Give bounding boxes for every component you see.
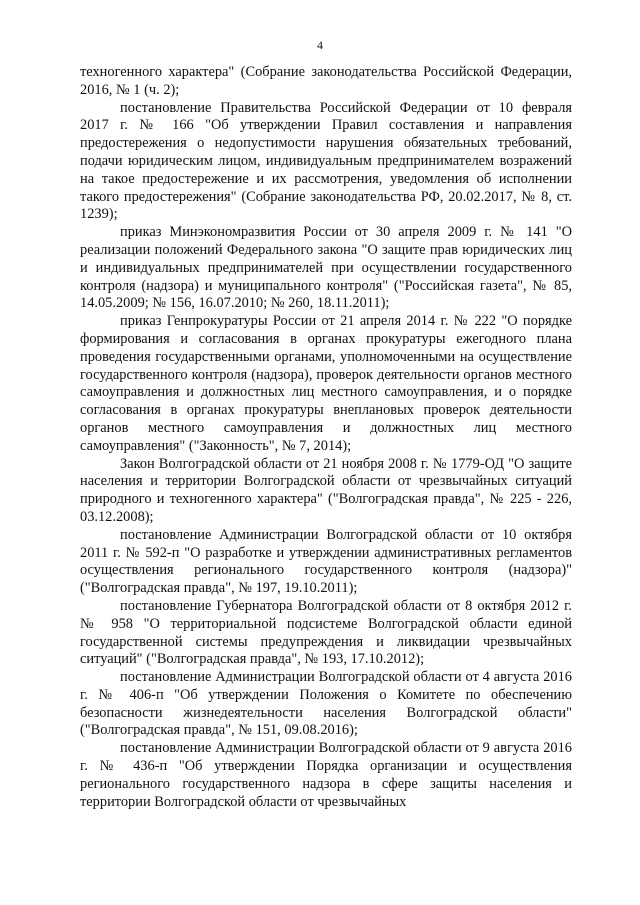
paragraph-order-prosecutor-222: приказ Генпрокуратуры России от 21 апреля 2014 г. № 222 "О порядке формирования и согласования в органах прокуратуры ежегодного плана проведения государственными органами, уполномоченными на осуществление государственного контроля (надзора), проверок деятельности органов местного самоуправления и должностных лиц местного самоуправления, и о порядке согласования в органах прокуратуры внеплановых проверок деятельности органов местного самоуправления и должностных лиц местного самоуправления" ("Законность", № 7, 2014); <box>80 313 572 454</box>
paragraph-admin-decree-436: постановление Администрации Волгоградской области от 9 августа 2016 г. № 436-п "Об утверждении Порядка организации и осуществления регионального государственного надзора в сфере защиты населения и территории Волгоградской области от чрезвычайных <box>80 740 572 810</box>
paragraph-governor-decree-958: постановление Губернатора Волгоградской области от 8 октября 2012 г. № 958 "О территориальной подсистеме Волгоградской области единой государственной системы предупреждения и ликвидации чрезвычайных ситуаций" ("Волгоградская правда", № 193, 17.10.2012); <box>80 597 572 668</box>
paragraph-government-decree-166: постановление Правительства Российской Федерации от 10 февраля 2017 г. № 166 "Об утверждении Правил составления и направления предостережения о недопустимости нарушения обязательных требований, подачи юридическим лицом, индивидуальным предпринимателем возражений на такое предостережение и их рассмотрения, уведомления об исполнении такого предостережения" (Собрание законодательства РФ, 20.02.2017, № 8, ст. 1239); <box>80 99 572 223</box>
document-body <box>80 64 572 811</box>
paragraph-continuation: техногенного характера" (Собрание законодательства Российской Федерации, 2016, № 1 (ч. 2); <box>80 64 572 98</box>
paragraph-order-mineconomy-141: приказ Минэкономразвития России от 30 апреля 2009 г. № 141 "О реализации положений Федерального закона "О защите прав юридических лиц и индивидуальных предпринимателей при осуществлении государственного контроля (надзора) и муниципального контроля" ("Российская газета", № 85, 14.05.2009; № 156, 16.07.2010; № 260, 18.11.2011); <box>80 224 572 312</box>
paragraph-admin-decree-592: постановление Администрации Волгоградской области от 10 октября 2011 г. № 592-п "О разработке и утверждении административных регламентов осуществления регионального государственного контроля (надзора)" ("Волгоградская правда", № 197, 19.10.2011); <box>80 526 572 597</box>
paragraph-admin-decree-406: постановление Администрации Волгоградской области от 4 августа 2016 г. № 406-п "Об утверждении Положения о Комитете по обеспечению безопасности жизнедеятельности населения Волгоградской области" ("Волгоградская правда", № 151, 09.08.2016); <box>80 669 572 739</box>
paragraph-volgograd-law-1779: Закон Волгоградской области от 21 ноября 2008 г. № 1779-ОД "О защите населения и территории Волгоградской области от чрезвычайных ситуаций природного и техногенного характера" ("Волгоградская правда", № 225 - 226, 03.12.2008); <box>80 455 572 525</box>
page-number: 4 <box>317 38 323 52</box>
